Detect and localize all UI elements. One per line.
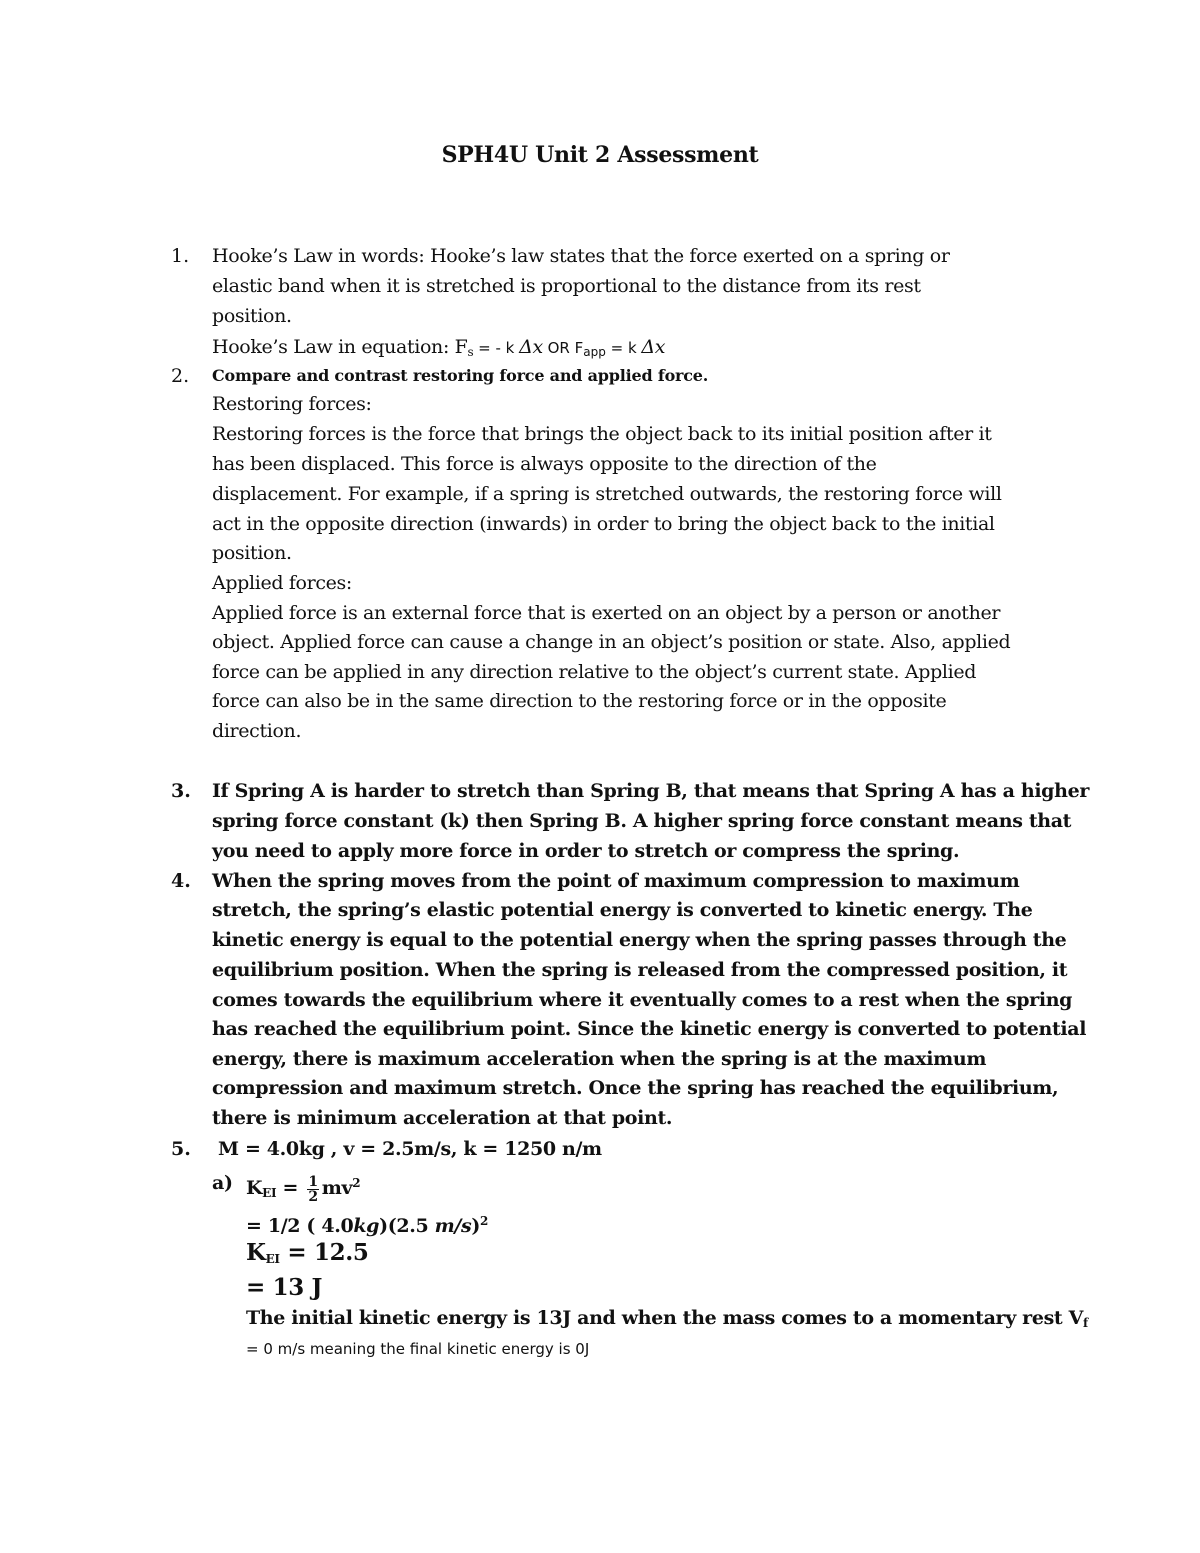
q1-eq-sub-app: app (583, 345, 606, 359)
q1-line-1: Hooke’s Law in words: Hooke’s law states that the force exerted on a spring or (212, 245, 950, 267)
q2-restoring-line-1: Restoring forces is the force that brings the object back to its initial position after it (212, 423, 992, 445)
q5-k-sub: EI (262, 1186, 277, 1200)
q1-number: 1. (171, 245, 190, 267)
q4-line-3: kinetic energy is equal to the potential energy when the spring passes through the (212, 929, 1067, 951)
q5-conclusion-1 (246, 1303, 1088, 1338)
q5-result-1 (246, 1238, 369, 1274)
q5-result-k-symbol: K (246, 1239, 266, 1266)
q2-applied-line-1: Applied force is an external force that is exerted on an object by a person or another (212, 602, 1001, 624)
q1-eq-end: = k (605, 339, 642, 357)
q2-number: 2. (171, 365, 190, 387)
q4-line-6: has reached the equilibrium point. Since the kinetic energy is converted to potential (212, 1018, 1087, 1040)
q4-number: 4. (171, 870, 191, 892)
q5-result-2: = 13 J (246, 1274, 323, 1301)
q2-applied-line-3: force can be applied in any direction relative to the object’s current state. Applied (212, 661, 977, 683)
q2-restoring-heading: Restoring forces: (212, 393, 372, 415)
q2-restoring-line-5: position. (212, 542, 292, 564)
q3-line-2: spring force constant (k) then Spring B. A higher spring force constant means that (212, 810, 1072, 832)
q4-line-7: energy, there is maximum acceleration when the spring is at the maximum (212, 1048, 987, 1070)
q5-givens: M = 4.0kg , v = 2.5m/s, k = 1250 n/m (218, 1138, 602, 1160)
q4-line-4: equilibrium position. When the spring is released from the compressed position, it (212, 959, 1068, 981)
q2-restoring-line-2: has been displaced. This force is always opposite to the direction of the (212, 453, 877, 475)
q1-eq-dx2: Δx (641, 336, 666, 358)
q5-sub-a: = 1/2 ( 4.0 (246, 1215, 354, 1237)
q4-line-9: there is minimum acceleration at that point. (212, 1107, 673, 1129)
q1-eq-or: OR F (542, 339, 584, 357)
q2-restoring-line-4: act in the opposite direction (inwards) in order to bring the object back to the initial (212, 513, 995, 535)
q3-line-1: If Spring A is harder to stretch than Spring B, that means that Spring A has a higher (212, 780, 1089, 802)
q4-line-2: stretch, the spring’s elastic potential energy is converted to kinetic energy. The (212, 899, 1033, 921)
q5-sub-kg: kg (353, 1215, 380, 1237)
q5-result-k-sub: EI (265, 1252, 280, 1266)
q3-line-3: you need to apply more force in order to stretch or compress the spring. (212, 840, 960, 862)
q2-applied-line-5: direction. (212, 720, 302, 742)
q5-part-a-label: a) (212, 1172, 233, 1194)
q1-eq-sub-s: s (467, 345, 474, 359)
q5-conclusion-2: = 0 m/s meaning the final kinetic energy is 0J (246, 1340, 590, 1358)
q5-formula-sup: 2 (352, 1176, 361, 1190)
q2-applied-line-2: object. Applied force can cause a change in an object’s position or state. Also, applied (212, 631, 1011, 653)
q2-question: Compare and contrast restoring force and applied force. (212, 366, 709, 385)
q1-eq-label: Hooke’s Law in equation: F (212, 336, 468, 358)
q3-number: 3. (171, 780, 191, 802)
q5-sub-c: ) (471, 1215, 480, 1237)
q5-fraction (307, 1175, 318, 1204)
q5-formula (246, 1168, 360, 1208)
q5-formula-rhs: mv (321, 1177, 353, 1199)
q5-conclusion-text: The initial kinetic energy is 13J and when the mass comes to a momentary rest V (246, 1307, 1083, 1329)
q5-formula-eq: = (276, 1177, 305, 1199)
q5-sub-ms: m/s (434, 1215, 472, 1237)
q5-k-symbol: K (246, 1177, 263, 1199)
q1-line-2: elastic band when it is stretched is proportional to the distance from its rest (212, 275, 921, 297)
q4-line-8: compression and maximum stretch. Once the spring has reached the equilibrium, (212, 1077, 1059, 1099)
q5-conclusion-sub: f (1083, 1316, 1088, 1330)
q2-applied-heading: Applied forces: (212, 572, 352, 594)
q5-substitution (246, 1206, 488, 1241)
q2-applied-line-4: force can also be in the same direction to the restoring force or in the opposite (212, 690, 947, 712)
q2-restoring-line-3: displacement. For example, if a spring is stretched outwards, the restoring force will (212, 483, 1002, 505)
page-title: SPH4U Unit 2 Assessment (441, 142, 759, 168)
q1-eq-mid: = - k (473, 339, 520, 357)
q1-eq-dx1: Δx (519, 336, 543, 358)
q1-line-3: position. (212, 305, 292, 327)
q4-line-5: comes towards the equilibrium where it eventually comes to a rest when the spring (212, 989, 1073, 1011)
q5-number: 5. (171, 1138, 191, 1160)
q5-sub-sup: 2 (480, 1214, 488, 1228)
q5-sub-b: )(2.5 (379, 1215, 435, 1237)
q4-line-1: When the spring moves from the point of maximum compression to maximum (212, 870, 1020, 892)
q5-result-1-val: = 12.5 (279, 1239, 369, 1266)
q5-frac-top: 1 (308, 1173, 318, 1190)
q5-frac-bot: 2 (308, 1188, 318, 1205)
